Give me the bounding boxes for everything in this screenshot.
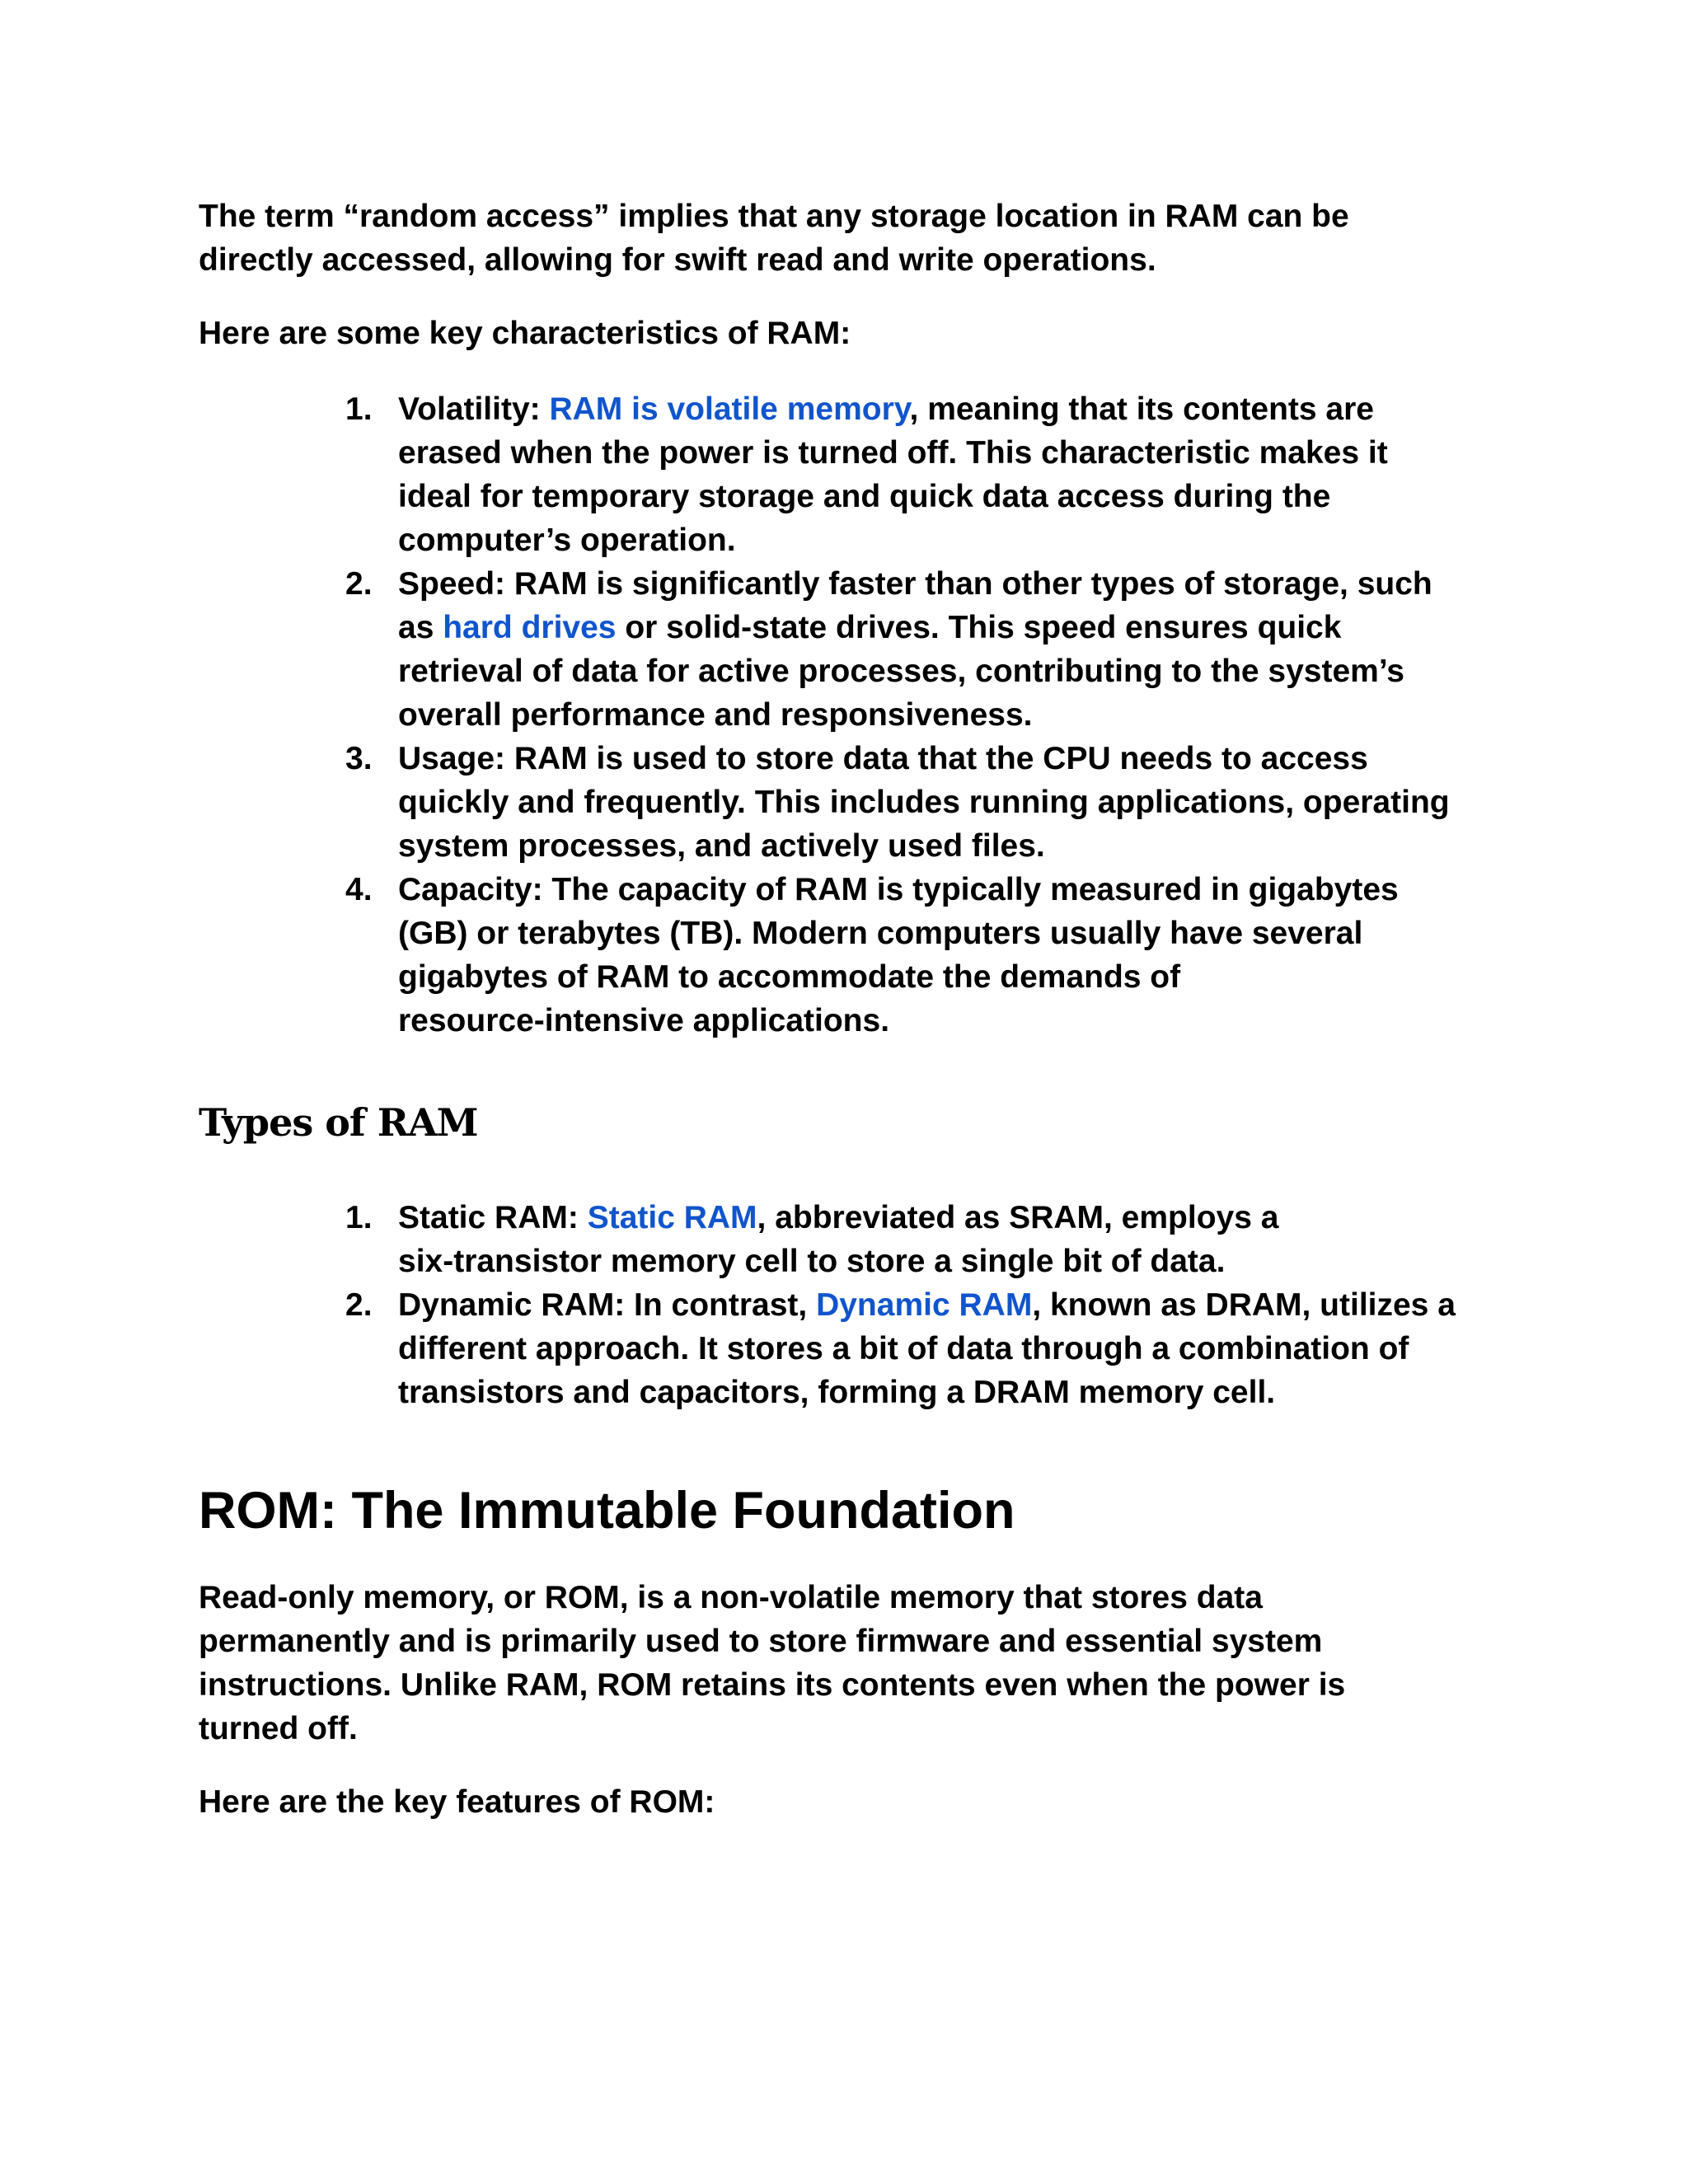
list-item	[0, 737, 1450, 868]
rom-paragraph	[199, 1576, 1345, 1750]
list-text: six-transistor memory cell to store a single bit of data.	[398, 1244, 1226, 1279]
list-text: gigabytes of RAM to accommodate the demands of	[398, 959, 1181, 995]
list-text: , meaning that its contents are	[909, 391, 1374, 427]
types-of-ram-heading: Types of RAM	[199, 1100, 478, 1145]
list-text: (GB) or terabytes (TB). Modern computers usually have several	[398, 916, 1363, 951]
ram-types-list	[0, 1196, 1456, 1414]
list-number: 2.	[345, 1287, 373, 1323]
list-text: different approach. It stores a bit of data through a combination of	[398, 1331, 1409, 1366]
list-text: erased when the power is turned off. This characteristic makes it	[398, 435, 1388, 471]
list-text: computer’s operation.	[398, 523, 736, 558]
list-text: , abbreviated as SRAM, employs a	[757, 1200, 1279, 1235]
list-text: system processes, and actively used files.	[398, 828, 1045, 864]
list-text: quickly and frequently. This includes running applications, operating	[398, 785, 1450, 820]
rom-features-intro: Here are the key features of ROM:	[199, 1784, 715, 1820]
list-item	[0, 387, 1450, 562]
list-text: or solid-state drives. This speed ensures quick	[616, 610, 1342, 645]
list-text: Speed: RAM is significantly faster than other types of storage, such	[398, 566, 1432, 602]
rom-line: permanently and is primarily used to store firmware and essential system	[199, 1624, 1323, 1659]
rom-line: turned off.	[199, 1711, 358, 1746]
list-text: overall performance and responsiveness.	[398, 697, 1033, 733]
list-item	[0, 1196, 1456, 1283]
list-text: as	[398, 610, 443, 645]
intro-paragraph	[199, 194, 1349, 282]
list-text: retrieval of data for active processes, contributing to the system’s	[398, 654, 1404, 689]
list-number: 4.	[345, 872, 373, 907]
list-text: Volatility:	[398, 391, 550, 427]
list-text: resource-intensive applications.	[398, 1003, 890, 1038]
list-text: , known as DRAM, utilizes a	[1032, 1287, 1456, 1323]
list-text: transistors and capacitors, forming a DRAM memory cell.	[398, 1375, 1276, 1410]
list-number: 1.	[345, 391, 373, 427]
list-text: Dynamic RAM: In contrast,	[398, 1287, 817, 1323]
list-text: Usage: RAM is used to store data that the CPU needs to access	[398, 741, 1368, 776]
list-item	[0, 868, 1450, 1043]
list-number: 3.	[345, 741, 373, 776]
intro-line: directly accessed, allowing for swift read and write operations.	[199, 242, 1156, 278]
list-text: Static RAM:	[398, 1200, 588, 1235]
list-number: 2.	[345, 566, 373, 602]
list-text: ideal for temporary storage and quick data access during the	[398, 479, 1331, 514]
list-item	[0, 1283, 1456, 1414]
list-text: Capacity: The capacity of RAM is typically measured in gigabytes	[398, 872, 1399, 907]
hard-drives-link[interactable]: hard drives	[443, 610, 617, 645]
rom-line: instructions. Unlike RAM, ROM retains its contents even when the power is	[199, 1667, 1346, 1703]
rom-heading: ROM: The Immutable Foundation	[199, 1482, 1015, 1540]
intro-line: The term “random access” implies that any storage location in RAM can be	[199, 199, 1349, 234]
key-characteristics-intro: Here are some key characteristics of RAM:	[199, 316, 851, 351]
list-item	[0, 562, 1450, 737]
list-number: 1.	[345, 1200, 373, 1235]
rom-line: Read-only memory, or ROM, is a non-volatile memory that stores data	[199, 1580, 1263, 1615]
dynamic-ram-link[interactable]: Dynamic RAM	[816, 1287, 1033, 1323]
static-ram-link[interactable]: Static RAM	[587, 1200, 757, 1235]
ram-volatile-memory-link[interactable]: RAM is volatile memory	[549, 391, 910, 427]
ram-characteristics-list	[0, 387, 1450, 1043]
